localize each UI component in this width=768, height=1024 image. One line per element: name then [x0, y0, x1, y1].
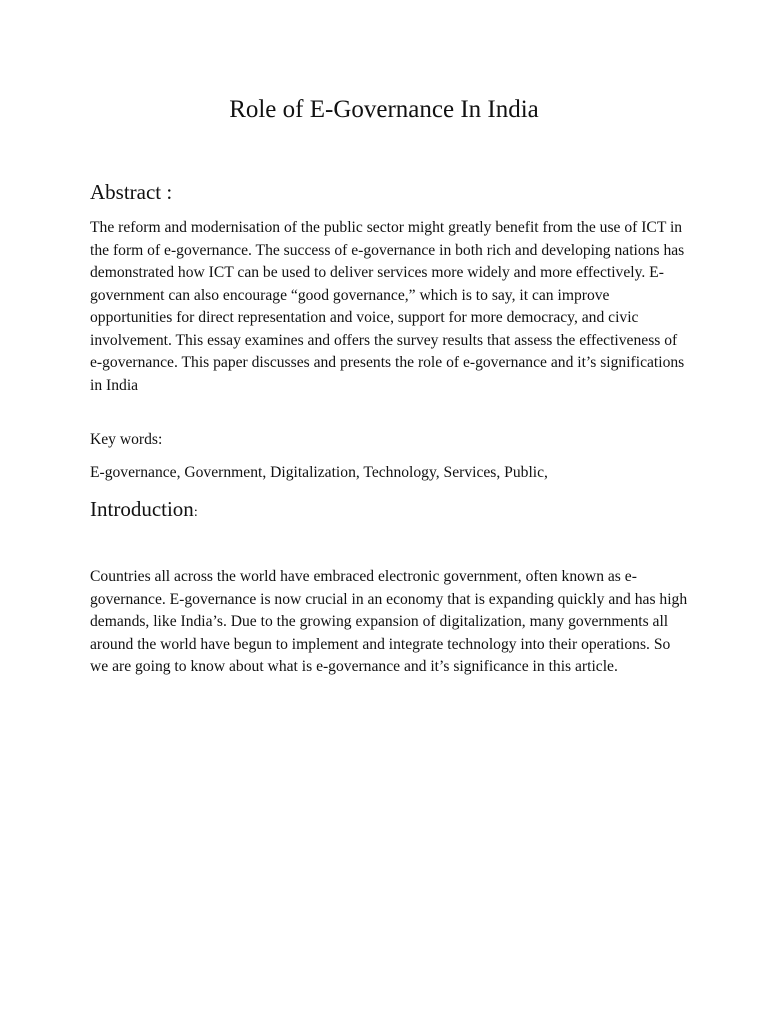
introduction-heading	[90, 495, 690, 527]
introduction-heading-text: Introduction	[90, 497, 194, 521]
introduction-paragraph: Countries all across the world have embraced electronic government, often known as e-governance. E-governance is now crucial in an economy that is expanding quickly and has high demands, like India’s. Due to the growing expansion of digitalization, many governments all around the world have begun to implement and integrate technology into their operations. So we are going to know about what is e-governance and it’s significance in this article.	[90, 568, 688, 675]
keywords-list: E-governance, Government, Digitalization, Technology, Services, Public,	[90, 464, 548, 481]
abstract-paragraph: The reform and modernisation of the public sector might greatly benefit from the use of ICT in the form of e-governance. The success of e-governance in both rich and developing nations has demonstrated how ICT can be used to deliver services more widely and more effectively. E-government can also encourage “good governance,” which is to say, it can improve opportunities for direct representation and voice, support for more democracy, and civic involvement. This essay examines and offers the survey results that assess the effectiveness of e-governance. This paper discusses and presents the role of e-governance and it’s significations in India	[90, 219, 685, 394]
keywords-label: Key words:	[90, 431, 163, 448]
document-title: Role of E-Governance In India	[229, 96, 539, 123]
abstract-heading: Abstract :	[90, 180, 173, 204]
introduction-heading-colon: :	[193, 505, 198, 520]
